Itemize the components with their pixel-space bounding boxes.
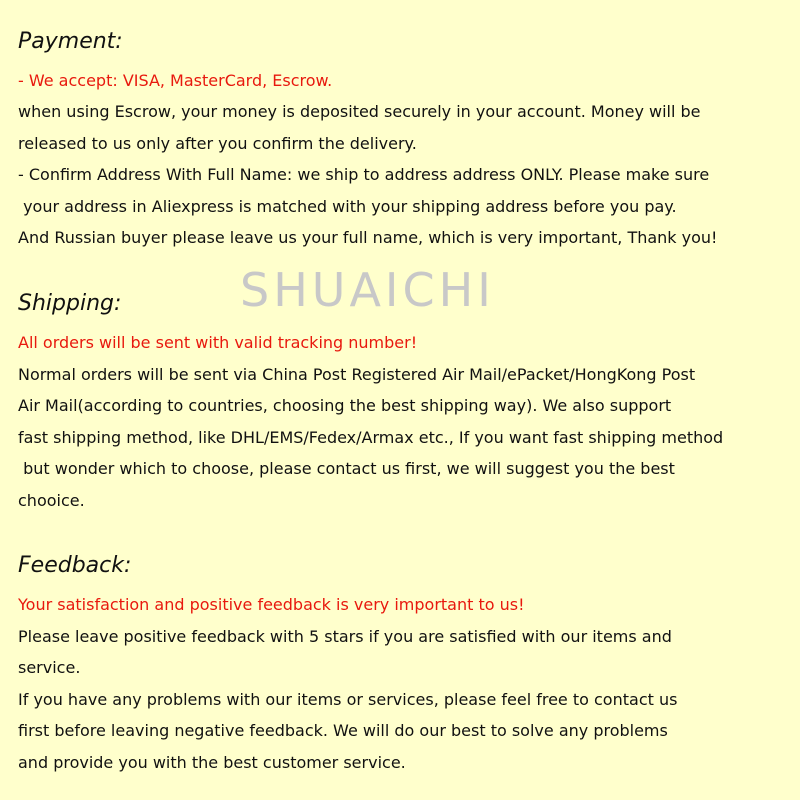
feedback-problems-line-3: and provide you with the best customer service. xyxy=(18,753,406,772)
shipping-tracking-note: All orders will be sent with valid tracking number! xyxy=(18,333,418,352)
shipping-fast-line-2: but wonder which to choose, please contact us first, we will suggest you the best xyxy=(18,459,675,478)
shipping-fast-line-3: chooice. xyxy=(18,491,85,510)
payment-heading: Payment: xyxy=(18,29,123,54)
shipping-fast-line-1: fast shipping method, like DHL/EMS/Fedex/Armax etc., If you want fast shipping method xyxy=(18,428,724,447)
feedback-positive-line-2: service. xyxy=(18,658,81,677)
shipping-heading: Shipping: xyxy=(18,291,122,316)
feedback-problems-line-1: If you have any problems with our items or services, please feel free to contact us xyxy=(18,690,678,709)
feedback-problems-line-2: first before leaving negative feedback. We will do our best to solve any problems xyxy=(18,721,668,740)
brand-watermark: SHUAICHI xyxy=(240,263,495,317)
feedback-heading: Feedback: xyxy=(18,553,132,578)
payment-russian-buyer-note: And Russian buyer please leave us your full name, which is very important, Thank you! xyxy=(18,228,718,247)
payment-accepted-methods: - We accept: VISA, MasterCard, Escrow. xyxy=(18,71,333,90)
payment-address-line-2: your address in Aliexpress is matched with your shipping address before you pay. xyxy=(18,197,677,216)
feedback-importance-note: Your satisfaction and positive feedback is very important to us! xyxy=(18,595,525,614)
payment-address-line-1: - Confirm Address With Full Name: we ship to address address ONLY. Please make sure xyxy=(18,165,710,184)
shipping-normal-line-1: Normal orders will be sent via China Post Registered Air Mail/ePacket/HongKong Post xyxy=(18,365,696,384)
payment-escrow-line-1: when using Escrow, your money is deposited securely in your account. Money will be xyxy=(18,102,701,121)
feedback-positive-line-1: Please leave positive feedback with 5 stars if you are satisfied with our items and xyxy=(18,627,672,646)
payment-escrow-line-2: released to us only after you confirm the delivery. xyxy=(18,134,417,153)
shipping-normal-line-2: Air Mail(according to countries, choosing the best shipping way). We also support xyxy=(18,396,672,415)
